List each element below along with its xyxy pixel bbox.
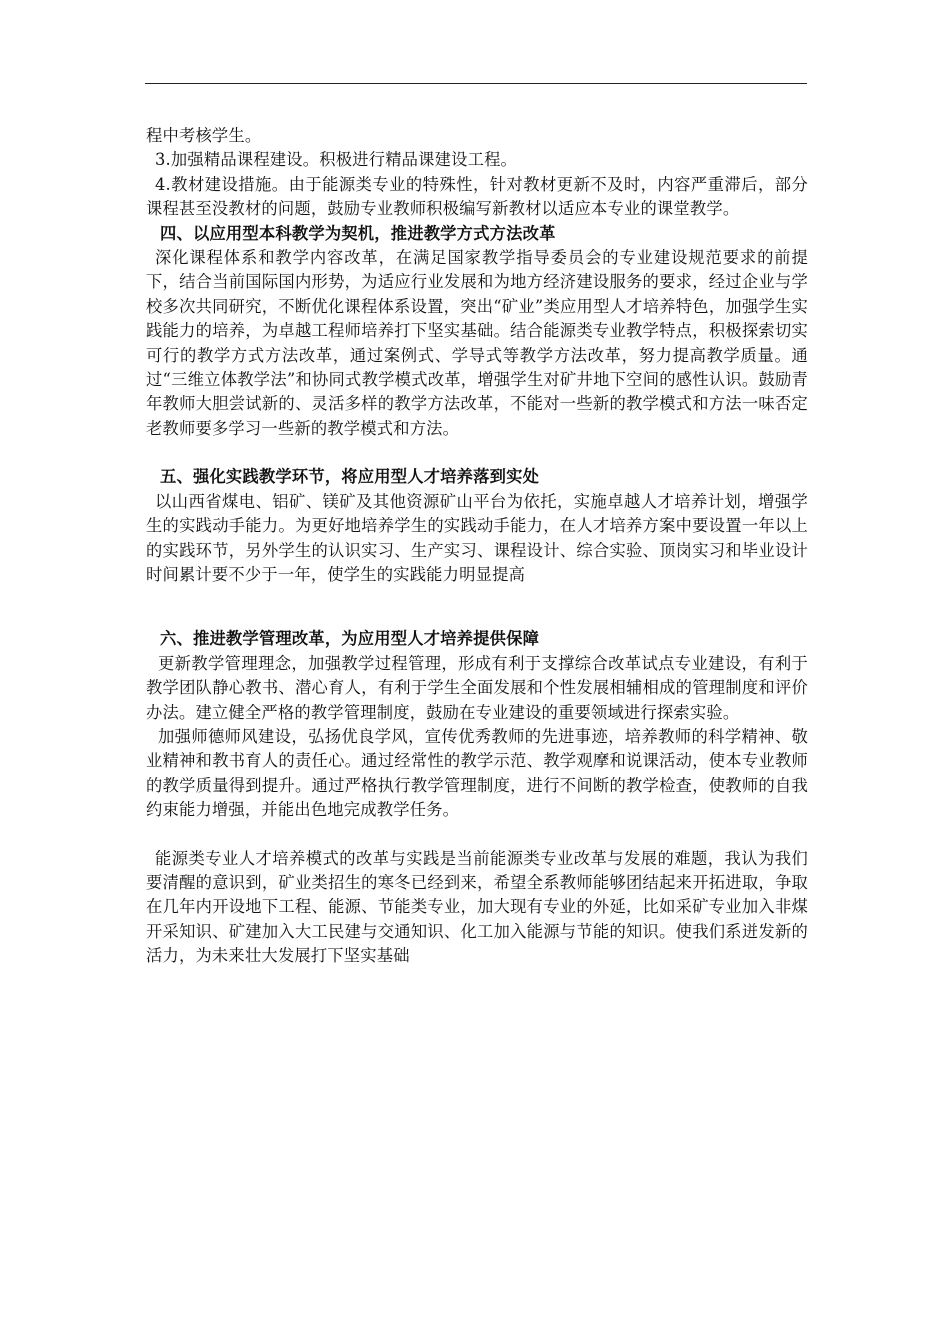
- section-4-paragraph: 深化课程体系和教学内容改革，在满足国家教学指导委员会的专业建设规范要求的前提下，结合当前国际国内形势，为适应行业发展和为地方经济建设服务的要求，经过企业与学校多次共同研究，不断优化课程体系设置，突出“矿业”类应用型人才培养特色，加强学生实践能力的培养，为卓越工程师培养打下坚实基础。结合能源类专业教学特点，积极探索切实可行的教学方式方法改革，通过案例式、学导式等教学方法改革，努力提高教学质量。通过“三维立体教学法”和协同式教学模式改革，增强学生对矿井地下空间的感性认识。鼓励青年教师大胆尝试新的、灵活多样的教学方法改革，不能对一些新的教学模式和方法一味否定老教师要多学习一些新的教学模式和方法。: [146, 248, 808, 438]
- spacer: [146, 441, 808, 465]
- section-6-paragraph-1: 更新教学管理理念，加强教学过程管理，形成有利于支撑综合改革试点专业建设，有利于教学团队静心教书、潜心育人，有利于学生全面发展和个性发展相辅相成的管理制度和评价办法。建立健全严格的教学管理制度，鼓励在专业建设的重要领域进行探索实验。: [146, 653, 808, 722]
- header-rule: [145, 83, 807, 84]
- section-6-heading: 六、推进教学管理改革，为应用型人才培养提供保障: [160, 629, 540, 649]
- list-item-3: 3.加强精品课程建设。积极进行精品课建设工程。: [155, 150, 518, 170]
- list-item-4: 4.教材建设措施。由于能源类专业的特殊性，针对教材更新不及时，内容严重滞后，部分课程甚至没教材的问题，鼓励专业教师积极编写新教材以适应本专业的课堂教学。: [146, 174, 808, 219]
- section-6-paragraph-2: 加强师德师风建设，弘扬优良学风，宣传优秀教师的先进事迹，培养教师的科学精神、敬业精神和教书育人的责任心。通过经常性的教学示范、教学观摩和说课活动，使本专业教师的教学质量得到提升。通过严格执行教学管理制度，进行不间断的教学检查，使教师的自我约束能力增强，并能出色地完成教学任务。: [146, 726, 808, 820]
- section-4-heading: 四、以应用型本科教学为契机，推进教学方式方法改革: [160, 223, 556, 243]
- conclusion-paragraph: 能源类专业人才培养模式的改革与实践是当前能源类专业改革与发展的难题，我认为我们要清醒的意识到，矿业类招生的寒冬已经到来，希望全系教师能够团结起来开拓进取，争取在几年内开设地下工程、能源、节能类专业，加大现有专业的外延，比如采矿专业加入非煤开采知识、矿建加入大工民建与交通知识、化工加入能源与节能的知识。使我们系迸发新的活力，为未来壮大发展打下坚实基础: [146, 848, 808, 966]
- section-5-paragraph: 以山西省煤电、铝矿、镁矿及其他资源矿山平台为依托，实施卓越人才培养计划，增强学生的实践动手能力。为更好地培养学生的实践动手能力，在人才培养方案中要设置一年以上的实践环节，另外学生的认识实习、生产实习、课程设计、综合实验、顶岗实习和毕业设计时间累计要不少于一年，使学生的实践能力明显提高: [146, 491, 808, 584]
- document-body: [146, 124, 808, 969]
- paragraph-fragment: 程中考核学生。: [146, 126, 262, 145]
- section-5-heading: 五、强化实践教学环节，将应用型人才培养落到实处: [160, 467, 540, 487]
- spacer: [146, 823, 808, 847]
- spacer: [146, 587, 808, 627]
